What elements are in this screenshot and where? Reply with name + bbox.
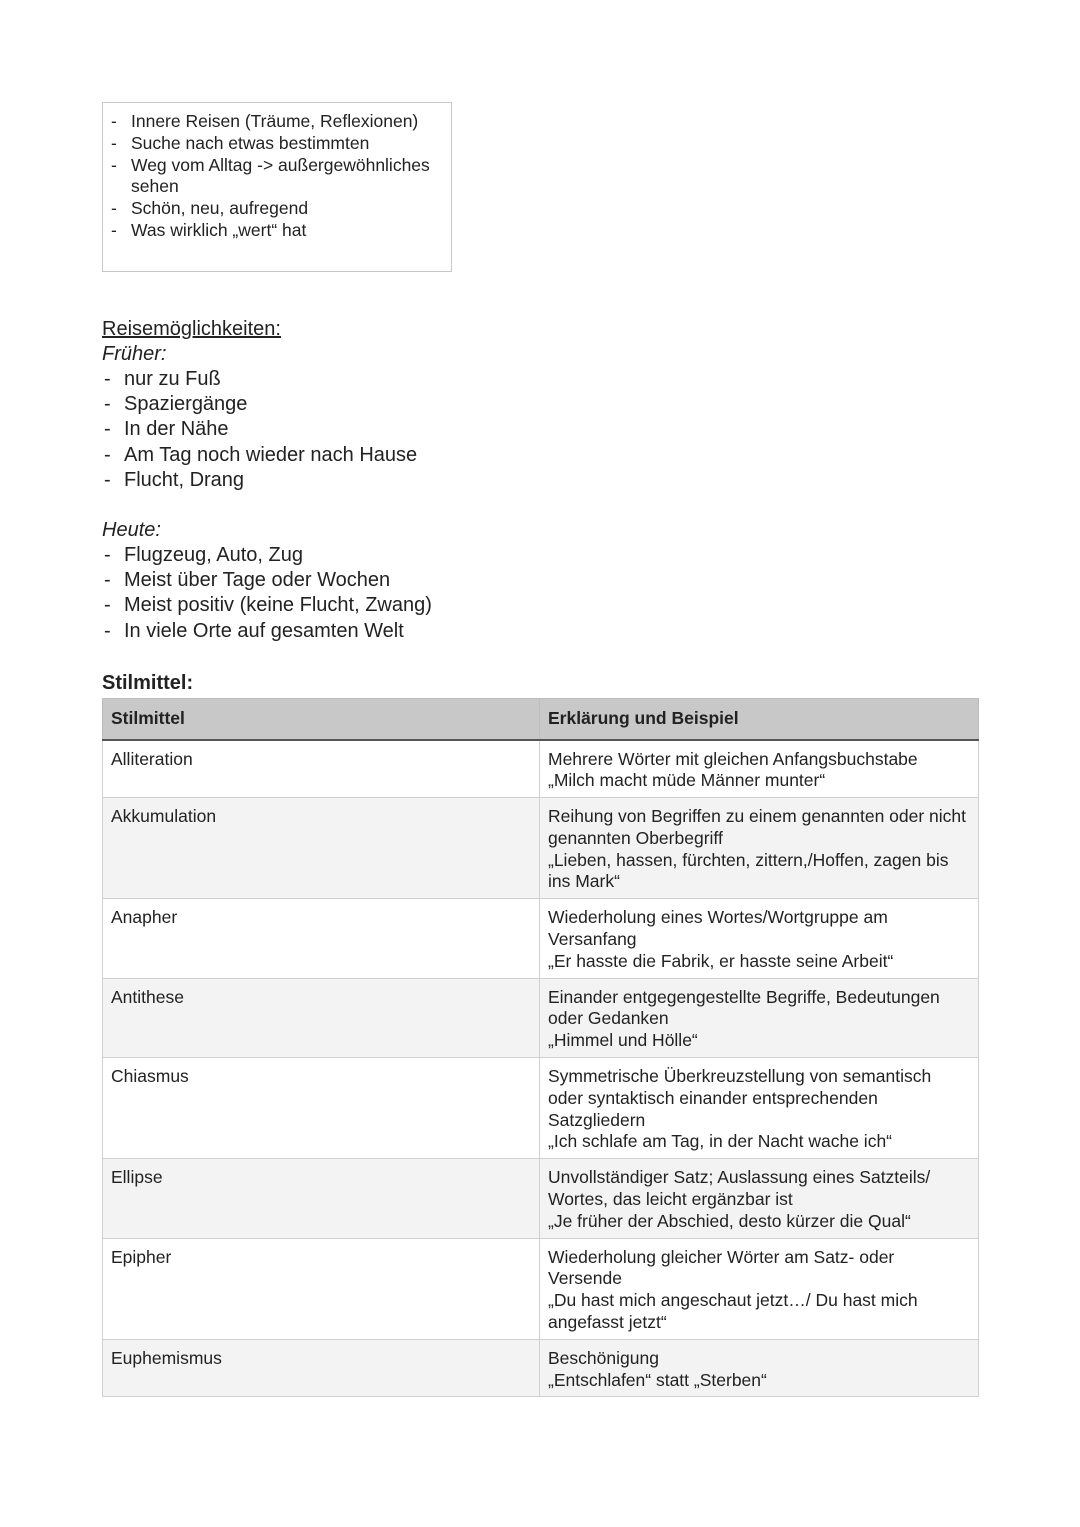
stilmittel-name: Chiasmus (103, 1058, 540, 1159)
table-row (103, 798, 979, 899)
list-item: - Meist über Tage oder Wochen (102, 568, 432, 593)
frueher-list (102, 367, 417, 493)
erklaerung-line: „Du hast mich angeschaut jetzt…/ Du hast mich angefasst jetzt“ (548, 1290, 918, 1333)
table-row (103, 1058, 979, 1159)
table-header-row (103, 699, 979, 740)
reise-section (102, 316, 417, 493)
stilmittel-name: Euphemismus (103, 1339, 540, 1397)
stilmittel-name: Antithese (103, 978, 540, 1057)
header-stilmittel: Stilmittel (103, 699, 540, 740)
intro-box (102, 102, 452, 272)
erklaerung-line: Unvollständiger Satz; Auslassung eines Satzteils/ Wortes, das leicht ergänzbar ist (548, 1167, 931, 1210)
stilmittel-erklaerung (540, 740, 979, 798)
list-item: - Was wirklich „wert“ hat (111, 220, 441, 242)
reise-heading: Reisemöglichkeiten: (102, 318, 281, 340)
list-item: - In viele Orte auf gesamten Welt (102, 619, 432, 644)
stilmittel-erklaerung (540, 1159, 979, 1238)
stilmittel-erklaerung (540, 1339, 979, 1397)
erklaerung-line: „Lieben, hassen, fürchten, zittern,/Hoffen, zagen bis ins Mark“ (548, 849, 949, 892)
table-row (103, 899, 979, 978)
stilmittel-erklaerung (540, 978, 979, 1057)
erklaerung-line: Wiederholung eines Wortes/Wortgruppe am Versanfang (548, 907, 888, 950)
table-row (103, 978, 979, 1057)
list-item: - Spaziergänge (102, 392, 417, 417)
list-item: - Suche nach etwas bestimmten (111, 133, 441, 155)
stilmittel-name: Epipher (103, 1238, 540, 1339)
erklaerung-line: „Entschlafen“ statt „Sterben“ (548, 1369, 767, 1390)
erklaerung-line: Symmetrische Überkreuzstellung von semantisch oder syntaktisch einander entsprechenden Satzgliedern (548, 1066, 932, 1130)
erklaerung-line: „Milch macht müde Männer munter“ (548, 770, 826, 791)
list-item: - Weg vom Alltag -> außergewöhnliches sehen (111, 155, 441, 199)
heute-list (102, 543, 432, 644)
stilmittel-erklaerung (540, 798, 979, 899)
stilmittel-title: Stilmittel: (102, 672, 194, 694)
stilmittel-erklaerung (540, 1238, 979, 1339)
list-item: - Flucht, Drang (102, 468, 417, 493)
list-item: - Innere Reisen (Träume, Reflexionen) (111, 111, 441, 133)
erklaerung-line: „Himmel und Hölle“ (548, 1030, 698, 1051)
list-item: - nur zu Fuß (102, 367, 417, 392)
stilmittel-erklaerung (540, 1058, 979, 1159)
erklaerung-line: Beschönigung (548, 1347, 659, 1368)
heute-section (102, 518, 432, 644)
stilmittel-name: Anapher (103, 899, 540, 978)
stilmittel-table (102, 698, 979, 1397)
list-item: - In der Nähe (102, 417, 417, 442)
erklaerung-line: Einander entgegengestellte Begriffe, Bedeutungen oder Gedanken (548, 986, 940, 1029)
list-item: - Meist positiv (keine Flucht, Zwang) (102, 593, 432, 618)
list-item: - Flugzeug, Auto, Zug (102, 543, 432, 568)
list-item: - Schön, neu, aufregend (111, 198, 441, 220)
erklaerung-line: „Er hasste die Fabrik, er hasste seine Arbeit“ (548, 950, 894, 971)
erklaerung-line: „Je früher der Abschied, desto kürzer die Qual“ (548, 1210, 911, 1231)
table-row (103, 740, 979, 798)
header-erklaerung: Erklärung und Beispiel (540, 699, 979, 740)
erklaerung-line: „Ich schlafe am Tag, in der Nacht wache ich“ (548, 1131, 893, 1152)
stilmittel-erklaerung (540, 899, 979, 978)
erklaerung-line: Mehrere Wörter mit gleichen Anfangsbuchstabe (548, 748, 918, 769)
stilmittel-name: Alliteration (103, 740, 540, 798)
heute-label: Heute: (102, 519, 161, 541)
stilmittel-name: Ellipse (103, 1159, 540, 1238)
intro-list (111, 111, 441, 242)
table-row (103, 1159, 979, 1238)
table-row (103, 1238, 979, 1339)
erklaerung-line: Wiederholung gleicher Wörter am Satz- oder Versende (548, 1246, 895, 1289)
erklaerung-line: Reihung von Begriffen zu einem genannten oder nicht genannten Oberbegriff (548, 806, 967, 848)
frueher-label: Früher: (102, 343, 167, 365)
list-item: - Am Tag noch wieder nach Hause (102, 443, 417, 468)
stilmittel-name: Akkumulation (103, 798, 540, 899)
table-row (103, 1339, 979, 1397)
